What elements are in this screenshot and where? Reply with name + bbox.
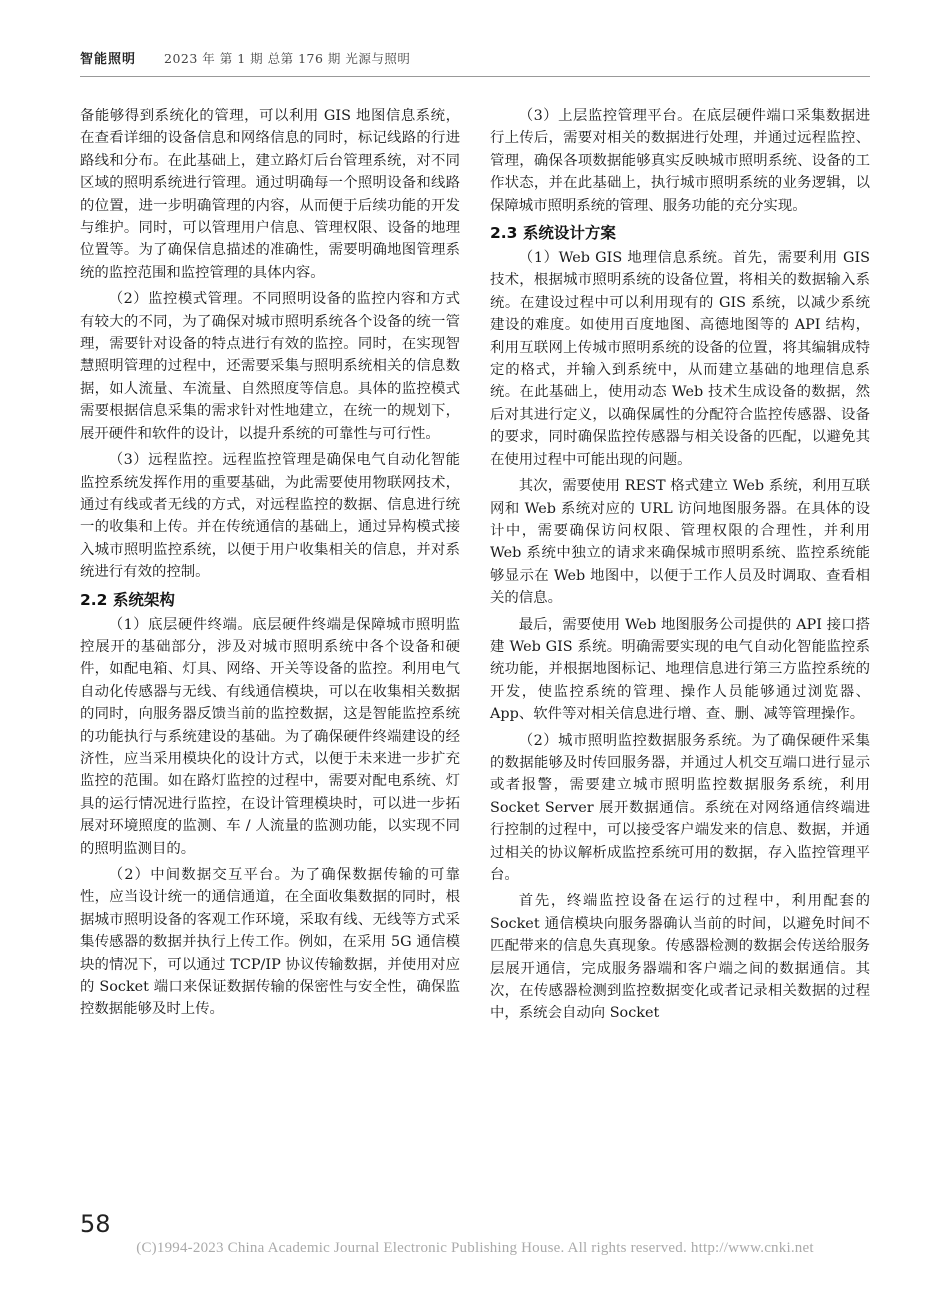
- paragraph: 备能够得到系统化的管理，可以利用 GIS 地图信息系统，在查看详细的设备信息和网络信息的同时，标记线路的行进路线和分布。在此基础上，建立路灯后台管理系统，对不同区域的照明系统进行管理。通过明确每一个照明设备和线路的位置，进一步明确管理的内容，从而便于后续功能的开发与维护。同时，可以管理用户信息、管理权限、设备的地理位置等。为了确保信息描述的准确性，需要明确地图管理系统的监控范围和监控管理的具体内容。: [80, 108, 460, 281]
- paragraph: （2）监控模式管理。不同照明设备的监控内容和方式有较大的不同，为了确保对城市照明系统各个设备的统一管理，需要针对设备的特点进行有效的监控。同时，在实现智慧照明管理的过程中，还需要采集与照明系统相关的信息数据，如人流量、车流量、自然照度等信息。具体的监控模式需要根据信息采集的需求针对性地建立，在统一的规划下，展开硬件和软件的设计，以提升系统的可靠性与可行性。: [80, 291, 460, 442]
- paragraph: （3）远程监控。远程监控管理是确保电气自动化智能监控系统发挥作用的重要基础，为此需要使用物联网技术，通过有线或者无线的方式，对远程监控的数据、信息进行统一的收集和上传。并在传统通信的基础上，通过异构模式接入城市照明监控系统，以便于用户收集相关的信息，并对系统进行有效的控制。: [80, 452, 460, 581]
- issue-info: 2023 年 第 1 期 总第 176 期 光源与照明: [164, 51, 411, 66]
- running-header: [80, 48, 870, 70]
- journal-column-title: 智能照明: [80, 52, 137, 67]
- header-divider: [80, 76, 870, 77]
- right-column: [490, 105, 870, 1029]
- paragraph: 其次，需要使用 REST 格式建立 Web 系统，利用互联网和 Web 系统对应的 URL 访问地图服务器。在具体的设计中，需要确保访问权限、管理权限的合理性，并利用 Web 系统中独立的请求来确保城市照明系统、监控系统能够显示在 Web 地图中，以便于工作人员及时调取、查看相关的信息。: [490, 478, 870, 607]
- paragraph: （3）上层监控管理平台。在底层硬件端口采集数据进行上传后，需要对相关的数据进行处理，并通过远程监控、管理，确保各项数据能够真实反映城市照明系统、设备的工作状态，并在此基础上，执行城市照明系统的业务逻辑，以保障城市照明系统的管理、服务功能的充分实现。: [490, 108, 870, 214]
- paragraph: （2）中间数据交互平台。为了确保数据传输的可靠性，应当设计统一的通信通道，在全面收集数据的同时，根据城市照明设备的客观工作环境，采取有线、无线等方式采集传感器的数据并执行上传工作。例如，在采用 5G 通信模块的情况下，可以通过 TCP/IP 协议传输数据，并使用对应的 Socket 端口来保证数据传输的保密性与安全性，确保监控数据能够及时上传。: [80, 867, 460, 1018]
- paragraph: （2）城市照明监控数据服务系统。为了确保硬件采集的数据能够及时传回服务器，并通过人机交互端口进行显示或者报警，需要建立城市照明监控数据服务系统，利用 Socket Server 展开数据通信。系统在对网络通信终端进行控制的过程中，可以接受客户端发来的信息、数据，并通过相关的协议解析成监控系统可用的数据，存入监控管理平台。: [490, 732, 870, 883]
- copyright-footer: (C)1994-2023 China Academic Journal Electronic Publishing House. All rights reserved. http://www.cnki.net: [136, 1240, 814, 1256]
- paragraph: （1）底层硬件终端。底层硬件终端是保障城市照明监控展开的基础部分，涉及对城市照明系统中各个设备和硬件，如配电箱、灯具、网络、开关等设备的监控。利用电气自动化传感器与无线、有线通信模块，可以在收集相关数据的同时，向服务器反馈当前的监控数据，这是智能监控系统的功能执行与系统建设的基础。为了确保硬件终端建设的经济性，应当采用模块化的设计方式，以便于未来进一步扩充监控的范围。如在路灯监控的过程中，需要对配电系统、灯具的运行情况进行监控，在设计管理模块时，可以进一步拓展对环境照度的监测、车 / 人流量的监测功能，以实现不同的照明监测目的。: [80, 616, 460, 857]
- page-number: 58: [80, 1210, 111, 1238]
- left-column: [80, 105, 460, 1025]
- paragraph: （1）Web GIS 地理信息系统。首先，需要利用 GIS 技术，根据城市照明系统的设备位置，将相关的数据输入系统。在建设过程中可以利用现有的 GIS 系统，以减少系统建设的难度。如使用百度地图、高德地图等的 API 结构，利用互联网上传城市照明系统的设备的位置，将其编辑成特定的格式，并输入到系统中，从而建立基础的地理信息系统。在此基础上，使用动态 Web 技术生成设备的数据，然后对其进行定义，以确保属性的分配符合监控传感器、设备的要求，同时确保监控传感器与相关设备的匹配，以避免其在使用过程中可能出现的问题。: [490, 250, 870, 468]
- section-heading-2-2: 2.2 系统架构: [80, 590, 175, 609]
- paragraph: 首先，终端监控设备在运行的过程中，利用配套的 Socket 通信模块向服务器确认当前的时间，以避免时间不匹配带来的信息失真现象。传感器检测的数据会传送给服务层展开通信，完成服务器端和客户端之间的数据通信。其次，在传感器检测到监控数据变化或者记录相关数据的过程中，系统会自动向 Socket: [490, 893, 870, 1022]
- paragraph: 最后，需要使用 Web 地图服务公司提供的 API 接口搭建 Web GIS 系统。明确需要实现的电气自动化智能监控系统功能，并根据地图标记、地理信息进行第三方监控系统的开发，使监控系统的管理、操作人员能够通过浏览器、App、软件等对相关信息进行增、查、删、减等管理操作。: [490, 616, 870, 723]
- section-heading-2-3: 2.3 系统设计方案: [490, 224, 616, 243]
